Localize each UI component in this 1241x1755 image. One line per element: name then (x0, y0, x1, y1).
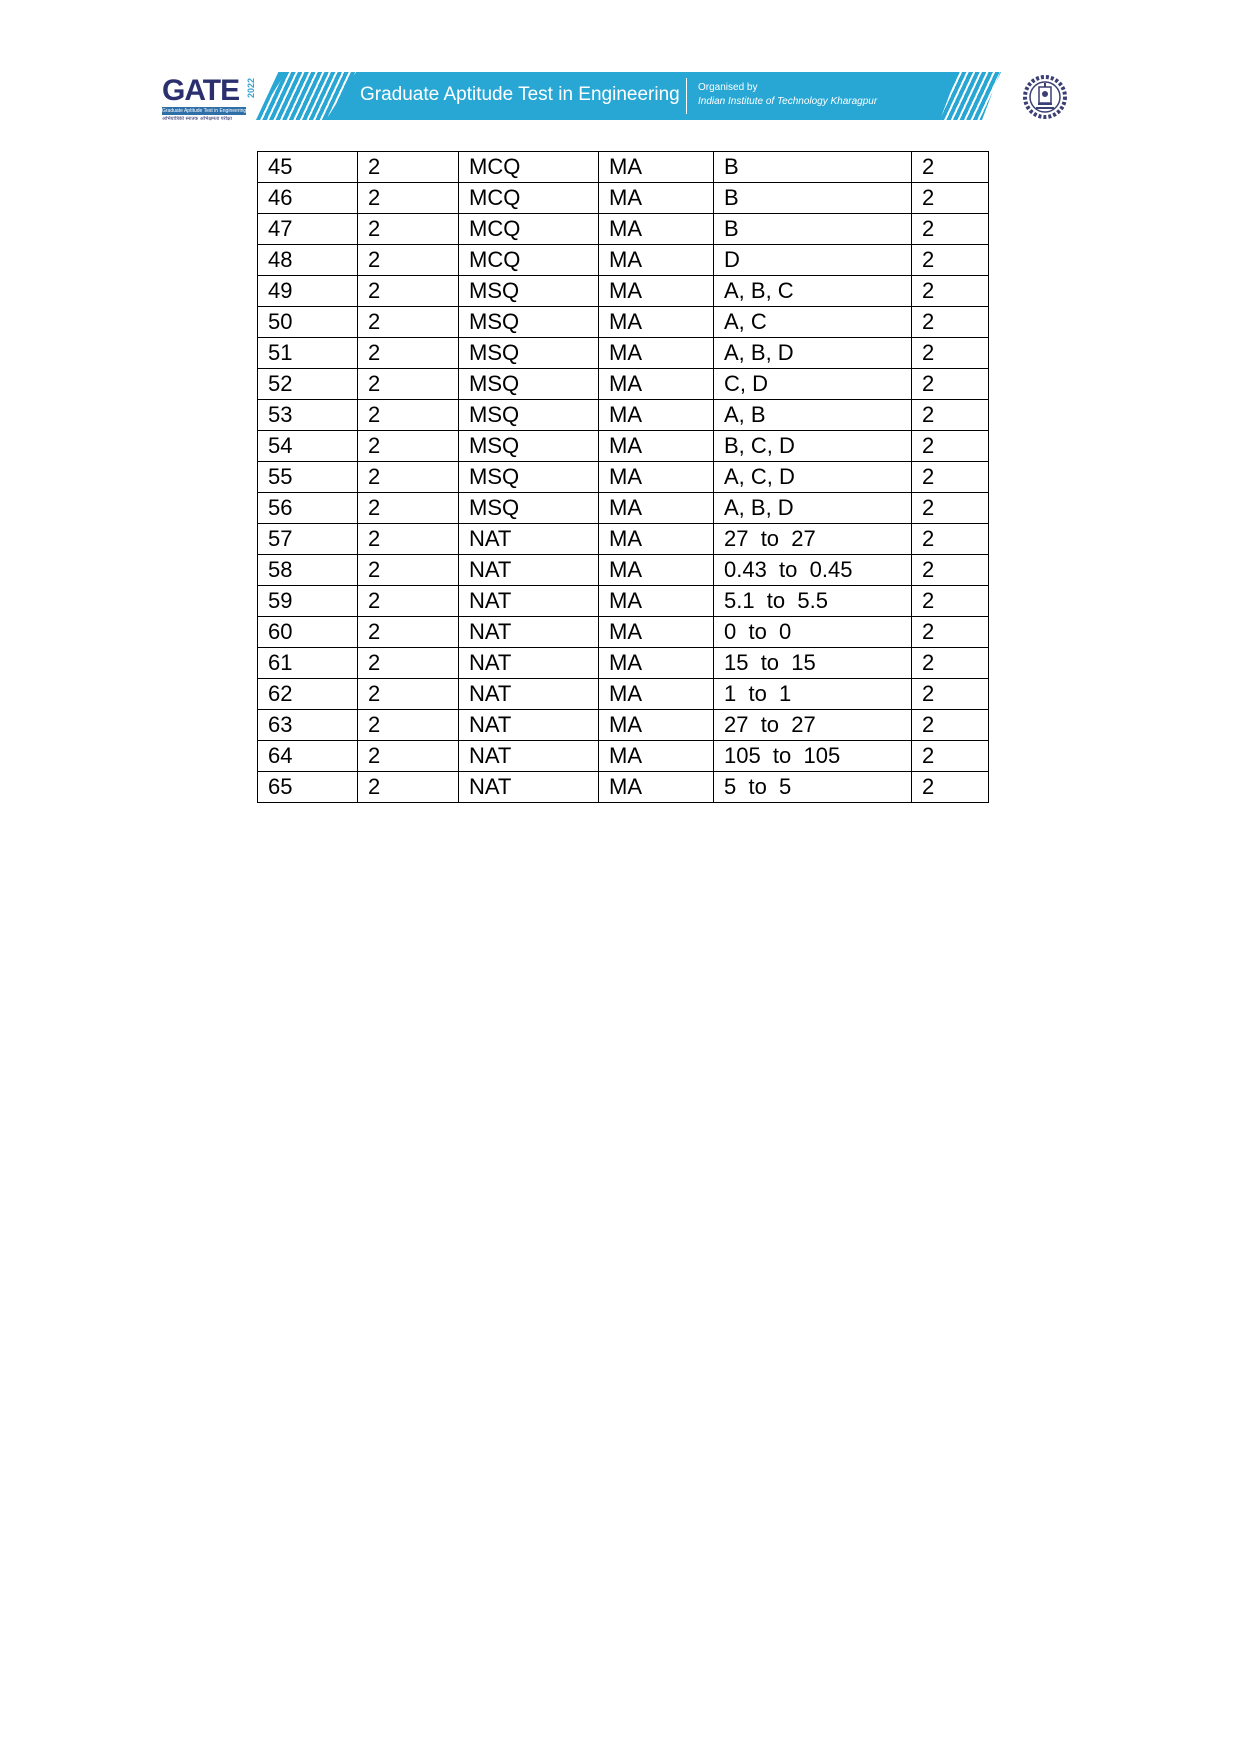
organiser-name: Indian Institute of Technology Kharagpur (698, 96, 878, 107)
answer-key-cell: B (714, 214, 912, 245)
marks-cell: 2 (912, 648, 989, 679)
subject-cell: MA (599, 679, 714, 710)
question-type-cell: NAT (459, 524, 599, 555)
question-number-cell: 62 (258, 679, 358, 710)
question-type-cell: NAT (459, 648, 599, 679)
subject-cell: MA (599, 555, 714, 586)
question-number-cell: 57 (258, 524, 358, 555)
question-type-cell: MSQ (459, 431, 599, 462)
table-row (258, 524, 989, 555)
marks-cell: 2 (912, 679, 989, 710)
marks-cell: 2 (912, 462, 989, 493)
banner-title: Graduate Aptitude Test in Engineering (360, 84, 680, 105)
answer-key-cell: 0 to 0 (714, 617, 912, 648)
table-row (258, 245, 989, 276)
answer-key-cell: A, B, D (714, 493, 912, 524)
gate-logo-hindi: अभियांत्रिकी स्नातक अभिक्षमता परीक्षा (162, 116, 232, 122)
answer-key-table (257, 151, 989, 803)
answer-key-cell: A, B, C (714, 276, 912, 307)
subject-cell: MA (599, 617, 714, 648)
question-type-cell: NAT (459, 710, 599, 741)
question-number-cell: 46 (258, 183, 358, 214)
iit-kharagpur-emblem-icon (1022, 74, 1068, 120)
table-row (258, 586, 989, 617)
question-type-cell: MCQ (459, 183, 599, 214)
table-row (258, 772, 989, 803)
answer-key-cell: A, B (714, 400, 912, 431)
table-row (258, 369, 989, 400)
gate-logo-subtitle: Graduate Aptitude Test in Engineering (162, 108, 246, 114)
table-row (258, 307, 989, 338)
question-number-cell: 56 (258, 493, 358, 524)
question-type-cell: MCQ (459, 214, 599, 245)
table-row (258, 741, 989, 772)
section-cell: 2 (358, 214, 459, 245)
subject-cell: MA (599, 462, 714, 493)
marks-cell: 2 (912, 338, 989, 369)
question-type-cell: NAT (459, 586, 599, 617)
question-type-cell: NAT (459, 741, 599, 772)
question-number-cell: 47 (258, 214, 358, 245)
subject-cell: MA (599, 152, 714, 183)
section-cell: 2 (358, 772, 459, 803)
answer-key-table-body (258, 152, 989, 803)
table-row (258, 400, 989, 431)
table-row (258, 493, 989, 524)
question-number-cell: 50 (258, 307, 358, 338)
question-number-cell: 64 (258, 741, 358, 772)
table-row (258, 276, 989, 307)
question-number-cell: 61 (258, 648, 358, 679)
organised-by-label: Organised by (698, 82, 758, 93)
section-cell: 2 (358, 648, 459, 679)
subject-cell: MA (599, 524, 714, 555)
gate-logo-year: 2022 (246, 78, 256, 99)
section-cell: 2 (358, 555, 459, 586)
question-type-cell: NAT (459, 679, 599, 710)
answer-key-cell: A, C, D (714, 462, 912, 493)
answer-key-cell: 27 to 27 (714, 524, 912, 555)
section-cell: 2 (358, 524, 459, 555)
answer-key-cell: 27 to 27 (714, 710, 912, 741)
question-type-cell: NAT (459, 555, 599, 586)
section-cell: 2 (358, 710, 459, 741)
gate-logo (160, 74, 256, 126)
table-row (258, 214, 989, 245)
marks-cell: 2 (912, 710, 989, 741)
section-cell: 2 (358, 338, 459, 369)
subject-cell: MA (599, 400, 714, 431)
marks-cell: 2 (912, 307, 989, 338)
section-cell: 2 (358, 462, 459, 493)
section-cell: 2 (358, 152, 459, 183)
subject-cell: MA (599, 431, 714, 462)
answer-key-cell: B (714, 152, 912, 183)
table-row (258, 710, 989, 741)
subject-cell: MA (599, 276, 714, 307)
question-type-cell: MSQ (459, 307, 599, 338)
subject-cell: MA (599, 214, 714, 245)
marks-cell: 2 (912, 741, 989, 772)
subject-cell: MA (599, 369, 714, 400)
marks-cell: 2 (912, 245, 989, 276)
section-cell: 2 (358, 493, 459, 524)
table-row (258, 152, 989, 183)
question-type-cell: NAT (459, 617, 599, 648)
subject-cell: MA (599, 307, 714, 338)
section-cell: 2 (358, 679, 459, 710)
subject-cell: MA (599, 245, 714, 276)
question-number-cell: 48 (258, 245, 358, 276)
question-type-cell: MSQ (459, 493, 599, 524)
answer-key-cell: 0.43 to 0.45 (714, 555, 912, 586)
question-type-cell: MSQ (459, 276, 599, 307)
subject-cell: MA (599, 741, 714, 772)
question-type-cell: MCQ (459, 152, 599, 183)
marks-cell: 2 (912, 586, 989, 617)
question-type-cell: MSQ (459, 462, 599, 493)
answer-key-cell: B (714, 183, 912, 214)
question-number-cell: 53 (258, 400, 358, 431)
answer-key-cell: 105 to 105 (714, 741, 912, 772)
question-number-cell: 51 (258, 338, 358, 369)
section-cell: 2 (358, 431, 459, 462)
question-type-cell: MSQ (459, 369, 599, 400)
answer-key-cell: 5 to 5 (714, 772, 912, 803)
marks-cell: 2 (912, 183, 989, 214)
question-type-cell: NAT (459, 772, 599, 803)
marks-cell: 2 (912, 524, 989, 555)
banner-divider (686, 78, 687, 114)
table-row (258, 431, 989, 462)
marks-cell: 2 (912, 369, 989, 400)
subject-cell: MA (599, 772, 714, 803)
gate-logo-text: GATE (162, 74, 240, 107)
answer-key-cell: 1 to 1 (714, 679, 912, 710)
section-cell: 2 (358, 307, 459, 338)
subject-cell: MA (599, 183, 714, 214)
table-row (258, 648, 989, 679)
section-cell: 2 (358, 245, 459, 276)
question-number-cell: 59 (258, 586, 358, 617)
marks-cell: 2 (912, 400, 989, 431)
question-number-cell: 55 (258, 462, 358, 493)
marks-cell: 2 (912, 276, 989, 307)
question-number-cell: 63 (258, 710, 358, 741)
answer-key-cell: C, D (714, 369, 912, 400)
section-cell: 2 (358, 741, 459, 772)
table-row (258, 555, 989, 586)
question-type-cell: MSQ (459, 400, 599, 431)
marks-cell: 2 (912, 772, 989, 803)
subject-cell: MA (599, 648, 714, 679)
answer-key-cell: A, B, D (714, 338, 912, 369)
marks-cell: 2 (912, 493, 989, 524)
marks-cell: 2 (912, 617, 989, 648)
question-type-cell: MCQ (459, 245, 599, 276)
section-cell: 2 (358, 586, 459, 617)
table-row (258, 338, 989, 369)
section-cell: 2 (358, 400, 459, 431)
answer-key-cell: 5.1 to 5.5 (714, 586, 912, 617)
question-number-cell: 49 (258, 276, 358, 307)
subject-cell: MA (599, 710, 714, 741)
question-number-cell: 60 (258, 617, 358, 648)
answer-key-cell: A, C (714, 307, 912, 338)
subject-cell: MA (599, 493, 714, 524)
section-cell: 2 (358, 183, 459, 214)
question-number-cell: 58 (258, 555, 358, 586)
question-number-cell: 45 (258, 152, 358, 183)
section-cell: 2 (358, 276, 459, 307)
question-number-cell: 54 (258, 431, 358, 462)
answer-key-cell: B, C, D (714, 431, 912, 462)
question-number-cell: 52 (258, 369, 358, 400)
question-number-cell: 65 (258, 772, 358, 803)
section-cell: 2 (358, 617, 459, 648)
marks-cell: 2 (912, 555, 989, 586)
marks-cell: 2 (912, 214, 989, 245)
question-type-cell: MSQ (459, 338, 599, 369)
marks-cell: 2 (912, 152, 989, 183)
table-row (258, 679, 989, 710)
subject-cell: MA (599, 338, 714, 369)
marks-cell: 2 (912, 431, 989, 462)
table-row (258, 183, 989, 214)
subject-cell: MA (599, 586, 714, 617)
answer-key-cell: 15 to 15 (714, 648, 912, 679)
page-header (160, 70, 1080, 126)
table-row (258, 462, 989, 493)
answer-key-cell: D (714, 245, 912, 276)
table-row (258, 617, 989, 648)
section-cell: 2 (358, 369, 459, 400)
